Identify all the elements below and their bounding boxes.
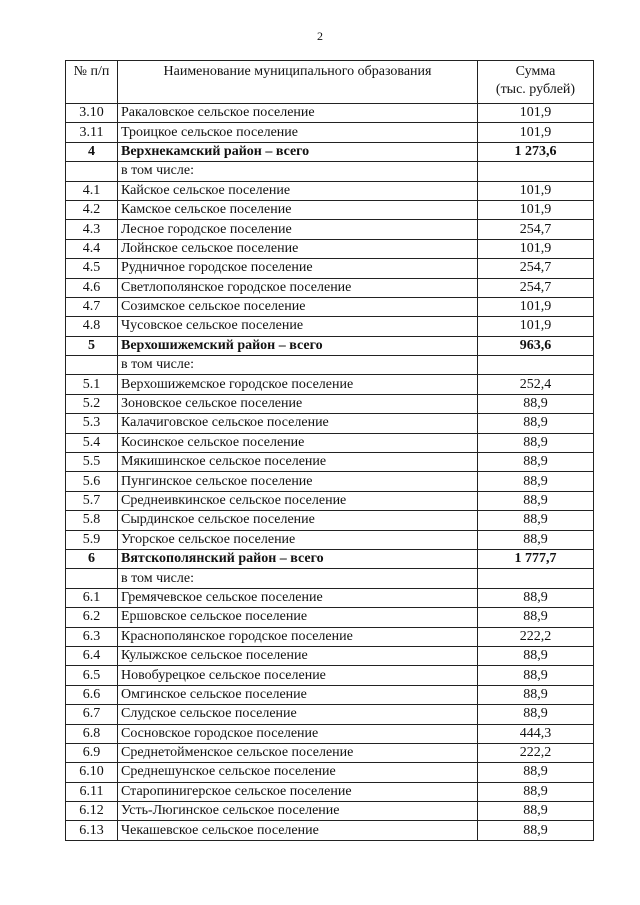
table-row — [66, 821, 594, 840]
row-name: Слудское сельское поселение — [118, 705, 478, 724]
subheading-row — [66, 162, 594, 181]
district-total-row — [66, 336, 594, 355]
row-name: Вятскополянский район – всего — [118, 549, 478, 568]
header-sum-label: Сумма — [515, 64, 556, 79]
row-name: Среднешунское сельское поселение — [118, 763, 478, 782]
row-sum — [478, 569, 594, 588]
row-name: Зоновское сельское поселение — [118, 394, 478, 413]
table-row — [66, 472, 594, 491]
row-sum: 1 777,7 — [478, 549, 594, 568]
row-name: Чусовское сельское поселение — [118, 317, 478, 336]
row-number: 6.7 — [66, 705, 118, 724]
table-row — [66, 705, 594, 724]
row-name: Угорское сельское поселение — [118, 530, 478, 549]
table-header-row — [66, 61, 594, 104]
row-name: Верхнекамский район – всего — [118, 142, 478, 161]
row-number: 4.6 — [66, 278, 118, 297]
table-row — [66, 530, 594, 549]
row-number: 6.8 — [66, 724, 118, 743]
row-number: 6.4 — [66, 646, 118, 665]
district-total-row — [66, 549, 594, 568]
row-name: Верхошижемский район – всего — [118, 336, 478, 355]
row-sum: 101,9 — [478, 181, 594, 200]
row-number: 4.2 — [66, 200, 118, 219]
row-name: Кулыжское сельское поселение — [118, 646, 478, 665]
row-number — [66, 162, 118, 181]
row-name: Камское сельское поселение — [118, 200, 478, 219]
row-number: 3.11 — [66, 123, 118, 142]
row-number — [66, 569, 118, 588]
row-sum: 222,2 — [478, 743, 594, 762]
row-sum: 88,9 — [478, 511, 594, 530]
row-name: Пунгинское сельское поселение — [118, 472, 478, 491]
row-number: 4.7 — [66, 297, 118, 316]
row-sum: 1 273,6 — [478, 142, 594, 161]
row-number: 6.11 — [66, 782, 118, 801]
row-sum: 963,6 — [478, 336, 594, 355]
row-sum: 88,9 — [478, 685, 594, 704]
budget-table — [65, 60, 594, 841]
row-number — [66, 356, 118, 375]
row-number: 6.13 — [66, 821, 118, 840]
row-name: Гремячевское сельское поселение — [118, 588, 478, 607]
table-row — [66, 123, 594, 142]
row-name: Сосновское городское поселение — [118, 724, 478, 743]
table-row — [66, 278, 594, 297]
table-row — [66, 200, 594, 219]
row-name: Созимское сельское поселение — [118, 297, 478, 316]
table-row — [66, 239, 594, 258]
row-sum — [478, 356, 594, 375]
table-row — [66, 608, 594, 627]
row-sum: 101,9 — [478, 104, 594, 123]
row-number: 6.10 — [66, 763, 118, 782]
header-municipality-name: Наименование муниципального образования — [118, 61, 478, 104]
header-sum-unit: (тыс. рублей) — [495, 82, 576, 97]
row-name: Среднетойменское сельское поселение — [118, 743, 478, 762]
row-number: 4 — [66, 142, 118, 161]
table-row — [66, 220, 594, 239]
row-sum: 101,9 — [478, 200, 594, 219]
row-name: в том числе: — [118, 356, 478, 375]
table-row — [66, 433, 594, 452]
row-number: 4.1 — [66, 181, 118, 200]
row-name: Троицкое сельское поселение — [118, 123, 478, 142]
district-total-row — [66, 142, 594, 161]
row-name: Светлополянское городское поселение — [118, 278, 478, 297]
row-sum: 254,7 — [478, 278, 594, 297]
table-row — [66, 802, 594, 821]
table-row — [66, 666, 594, 685]
header-sum — [478, 61, 594, 104]
row-number: 4.4 — [66, 239, 118, 258]
row-sum: 444,3 — [478, 724, 594, 743]
row-number: 6 — [66, 549, 118, 568]
row-number: 5.9 — [66, 530, 118, 549]
row-sum: 101,9 — [478, 297, 594, 316]
table-row — [66, 317, 594, 336]
table-row — [66, 414, 594, 433]
row-name: Ракаловское сельское поселение — [118, 104, 478, 123]
row-name: Краснополянское городское поселение — [118, 627, 478, 646]
table-row — [66, 453, 594, 472]
row-name: Сырдинское сельское поселение — [118, 511, 478, 530]
header-number: № п/п — [66, 61, 118, 104]
row-sum: 88,9 — [478, 491, 594, 510]
row-sum: 254,7 — [478, 259, 594, 278]
row-sum: 88,9 — [478, 608, 594, 627]
row-number: 5.7 — [66, 491, 118, 510]
row-sum: 88,9 — [478, 588, 594, 607]
row-sum: 88,9 — [478, 666, 594, 685]
row-name: Калачиговское сельское поселение — [118, 414, 478, 433]
row-number: 5.8 — [66, 511, 118, 530]
row-sum: 88,9 — [478, 472, 594, 491]
row-sum: 222,2 — [478, 627, 594, 646]
table-row — [66, 511, 594, 530]
row-number: 3.10 — [66, 104, 118, 123]
row-number: 5.3 — [66, 414, 118, 433]
row-sum — [478, 162, 594, 181]
row-name: Верхошижемское городское поселение — [118, 375, 478, 394]
table-row — [66, 685, 594, 704]
row-number: 5.6 — [66, 472, 118, 491]
row-sum: 254,7 — [478, 220, 594, 239]
table-row — [66, 181, 594, 200]
row-number: 6.1 — [66, 588, 118, 607]
page-number: 2 — [317, 29, 323, 43]
table-row — [66, 375, 594, 394]
row-sum: 88,9 — [478, 802, 594, 821]
row-name: Усть-Люгинское сельское поселение — [118, 802, 478, 821]
row-number: 4.8 — [66, 317, 118, 336]
row-number: 6.9 — [66, 743, 118, 762]
row-sum: 88,9 — [478, 782, 594, 801]
table-body — [66, 104, 594, 841]
row-sum: 88,9 — [478, 433, 594, 452]
table-row — [66, 297, 594, 316]
row-number: 5.1 — [66, 375, 118, 394]
row-sum: 101,9 — [478, 317, 594, 336]
row-name: Косинское сельское поселение — [118, 433, 478, 452]
row-name: Мякишинское сельское поселение — [118, 453, 478, 472]
row-name: Рудничное городское поселение — [118, 259, 478, 278]
row-sum: 88,9 — [478, 821, 594, 840]
row-name: Старопинигерское сельское поселение — [118, 782, 478, 801]
table-row — [66, 627, 594, 646]
row-name: Среднеивкинское сельское поселение — [118, 491, 478, 510]
row-sum: 88,9 — [478, 705, 594, 724]
row-sum: 88,9 — [478, 646, 594, 665]
table-row — [66, 724, 594, 743]
table-row — [66, 782, 594, 801]
table-row — [66, 763, 594, 782]
row-number: 6.12 — [66, 802, 118, 821]
row-name: Лесное городское поселение — [118, 220, 478, 239]
row-name: Ершовское сельское поселение — [118, 608, 478, 627]
row-sum: 88,9 — [478, 453, 594, 472]
row-number: 6.6 — [66, 685, 118, 704]
row-name: Новобурецкое сельское поселение — [118, 666, 478, 685]
row-sum: 101,9 — [478, 123, 594, 142]
row-number: 5 — [66, 336, 118, 355]
table-row — [66, 259, 594, 278]
row-name: Омгинское сельское поселение — [118, 685, 478, 704]
table-row — [66, 104, 594, 123]
row-sum: 252,4 — [478, 375, 594, 394]
row-sum: 101,9 — [478, 239, 594, 258]
row-sum: 88,9 — [478, 763, 594, 782]
subheading-row — [66, 569, 594, 588]
row-number: 5.4 — [66, 433, 118, 452]
row-name: в том числе: — [118, 569, 478, 588]
row-number: 5.5 — [66, 453, 118, 472]
table-row — [66, 743, 594, 762]
row-number: 6.2 — [66, 608, 118, 627]
row-number: 6.3 — [66, 627, 118, 646]
subheading-row — [66, 356, 594, 375]
row-number: 4.5 — [66, 259, 118, 278]
row-name: Чекашевское сельское поселение — [118, 821, 478, 840]
row-name: Кайское сельское поселение — [118, 181, 478, 200]
row-sum: 88,9 — [478, 530, 594, 549]
table-row — [66, 491, 594, 510]
row-sum: 88,9 — [478, 394, 594, 413]
row-name: Лойнское сельское поселение — [118, 239, 478, 258]
row-number: 4.3 — [66, 220, 118, 239]
row-name: в том числе: — [118, 162, 478, 181]
table-row — [66, 588, 594, 607]
row-number: 6.5 — [66, 666, 118, 685]
row-number: 5.2 — [66, 394, 118, 413]
table-row — [66, 646, 594, 665]
row-sum: 88,9 — [478, 414, 594, 433]
table-row — [66, 394, 594, 413]
